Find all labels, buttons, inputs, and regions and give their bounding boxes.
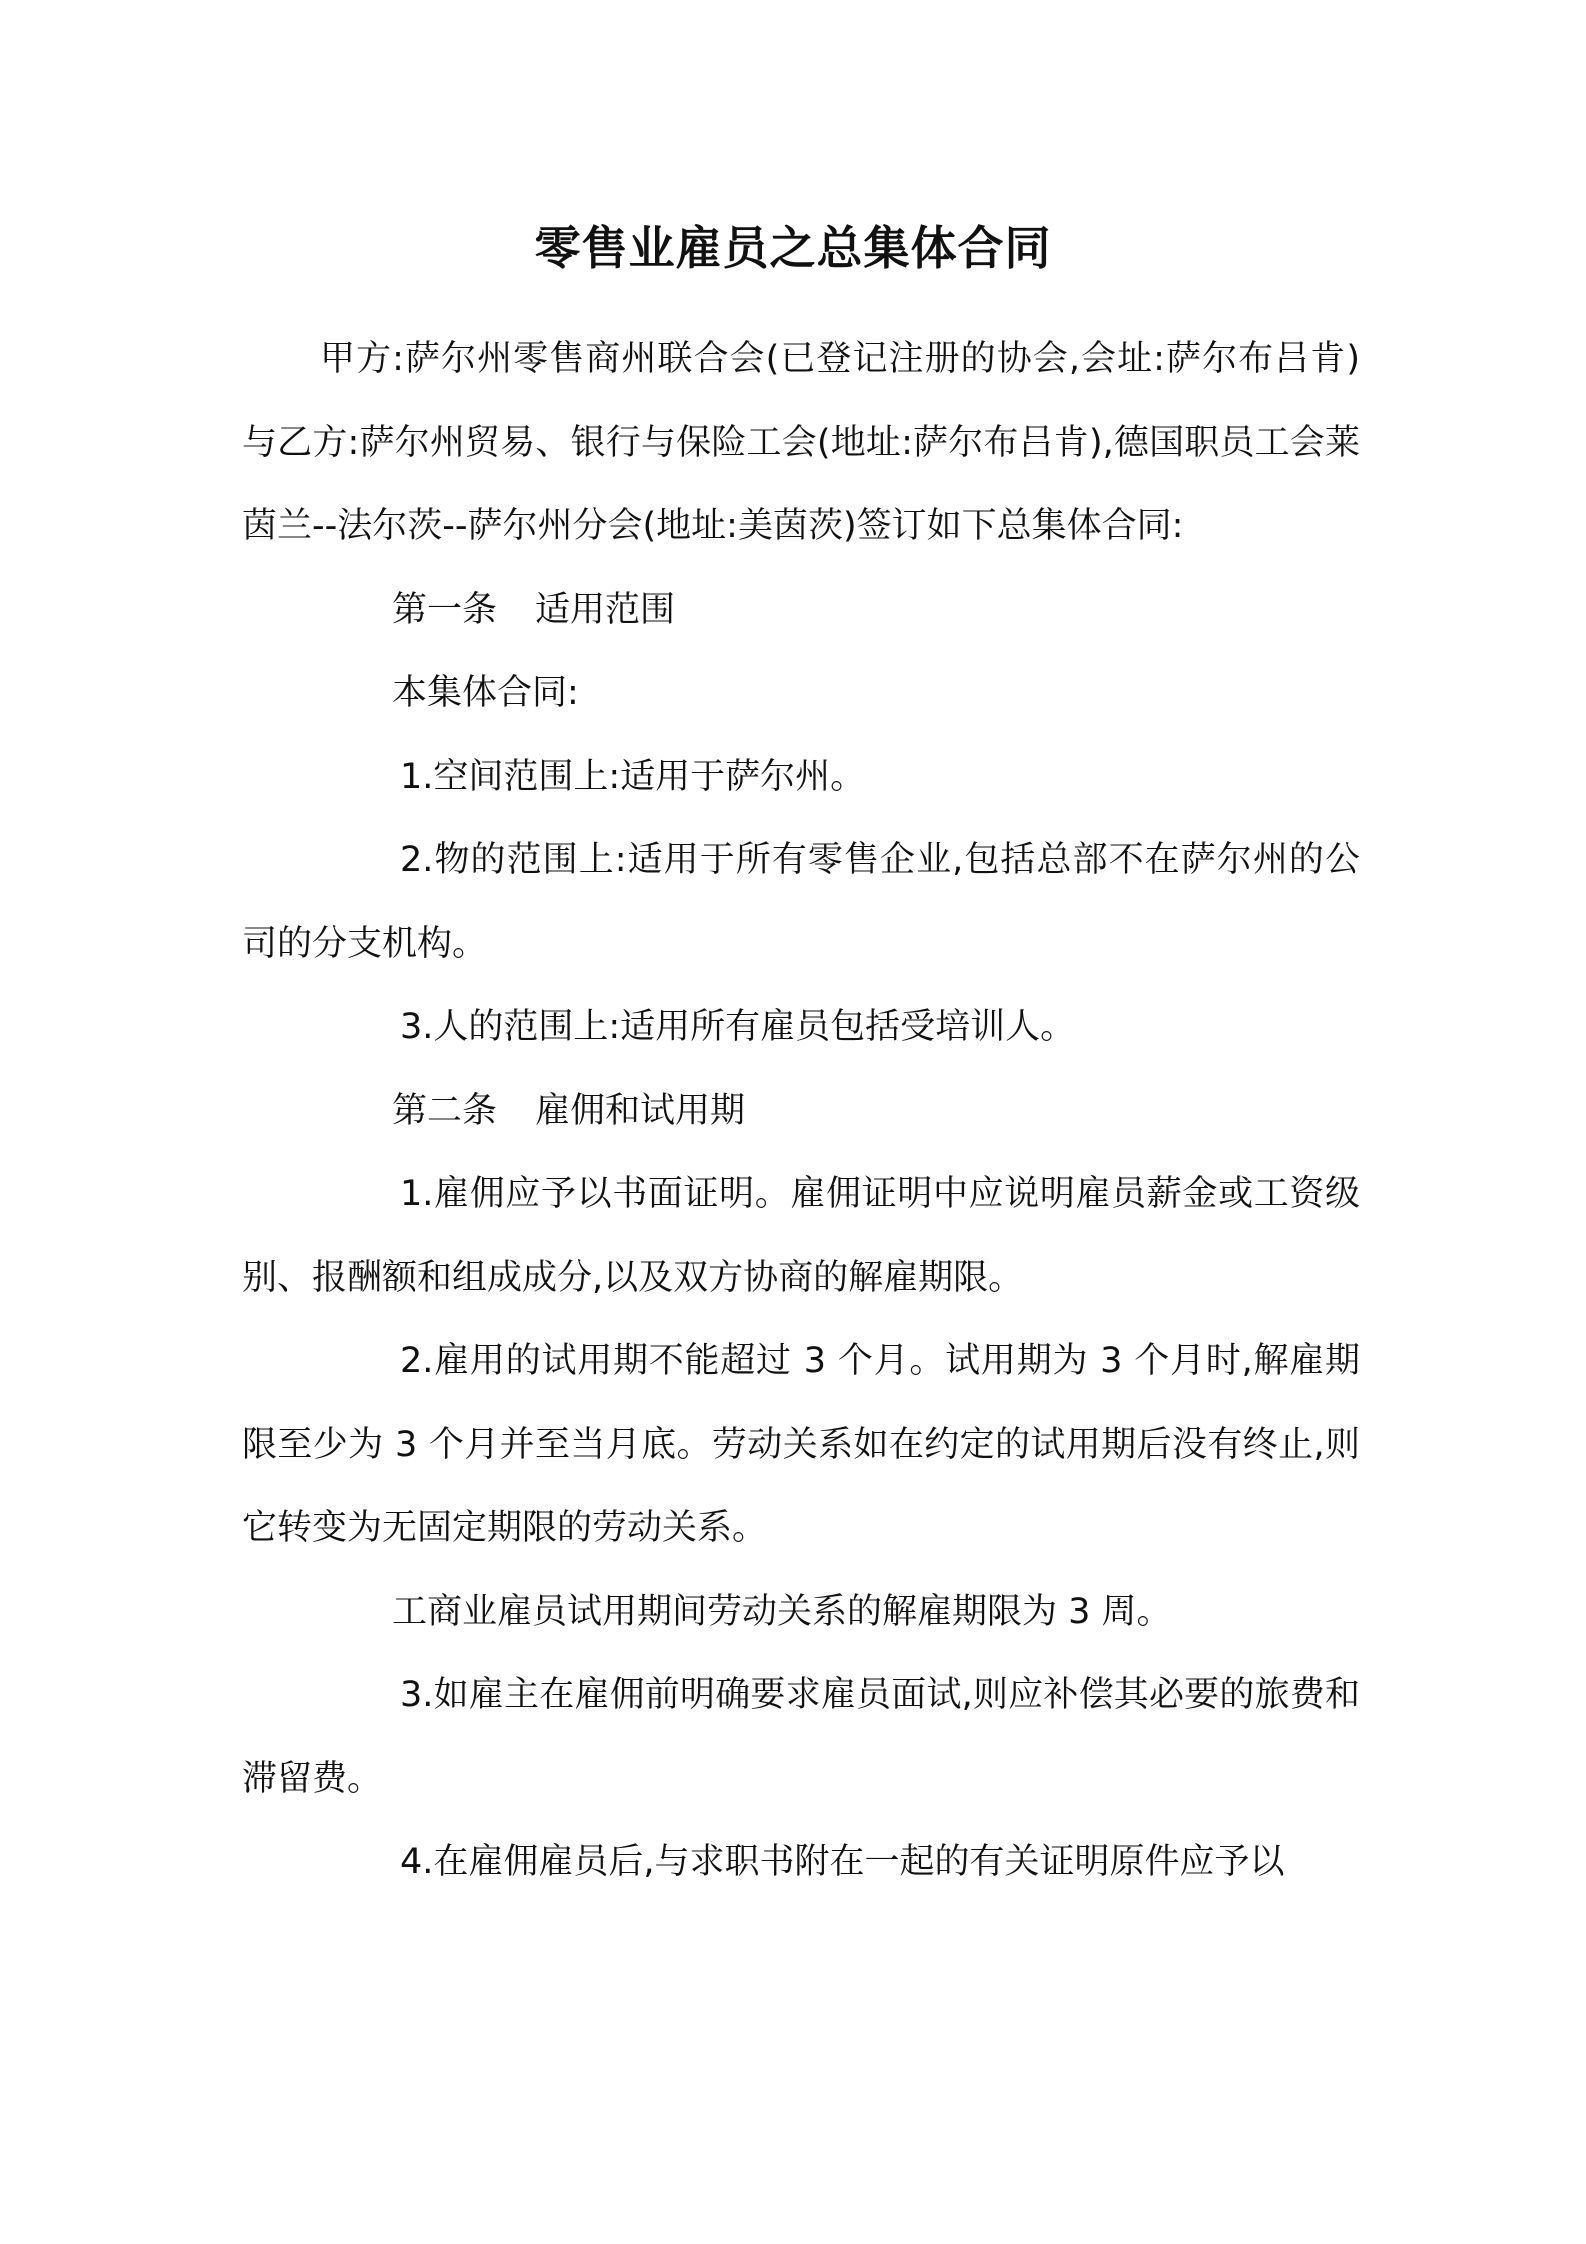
document-title: 零售业雇员之总集体合同 [534, 221, 1052, 275]
document-body [242, 318, 1360, 1905]
article-2-heading [242, 1070, 1360, 1154]
employment-item-3: 3.如雇主在雇佣前明确要求雇员面试,则应补偿其必要的旅费和滞留费。 [242, 1675, 1360, 1799]
preamble-paragraph: 甲方:萨尔州零售商州联合会(已登记注册的协会,会址:萨尔布吕肯)与乙方:萨尔州贸易、银行与保险工会(地址:萨尔布吕肯),德国职员工会莱茵兰--法尔茨--萨尔州分会(地址:美茵茨)签订如下总集体合同: [242, 339, 1360, 546]
employment-item-2: 2.雇用的试用期不能超过 3 个月。试用期为 3 个月时,解雇期限至少为 3 个月并至当月底。劳动关系如在约定的试用期后没有终止,则它转变为无固定期限的劳动关系。 [242, 1341, 1360, 1548]
scope-item-1: 1.空间范围上:适用于萨尔州。 [400, 756, 866, 797]
article-1-heading [242, 569, 1360, 653]
scope-item-3: 3.人的范围上:适用所有雇员包括受培训人。 [400, 1007, 1076, 1047]
article-2-number: 第二条 [392, 1090, 498, 1131]
article-1-title: 适用范围 [535, 589, 676, 630]
employment-item-1: 1.雇佣应予以书面证明。雇佣证明中应说明雇员薪金或工资级别、报酬额和组成成分,以及双方协商的解雇期限。 [242, 1174, 1360, 1298]
scope-item-2: 2.物的范围上:适用于所有零售企业,包括总部不在萨尔州的公司的分支机构。 [242, 840, 1360, 964]
article-2-title: 雇佣和试用期 [535, 1090, 746, 1131]
scope-intro-paragraph: 本集体合同: [392, 673, 579, 713]
employment-note-paragraph: 工商业雇员试用期间劳动关系的解雇期限为 3 周。 [392, 1591, 1172, 1632]
employment-item-4: 4.在雇佣雇员后,与求职书附在一起的有关证明原件应予以 [400, 1842, 1285, 1882]
article-1-number: 第一条 [392, 589, 498, 630]
